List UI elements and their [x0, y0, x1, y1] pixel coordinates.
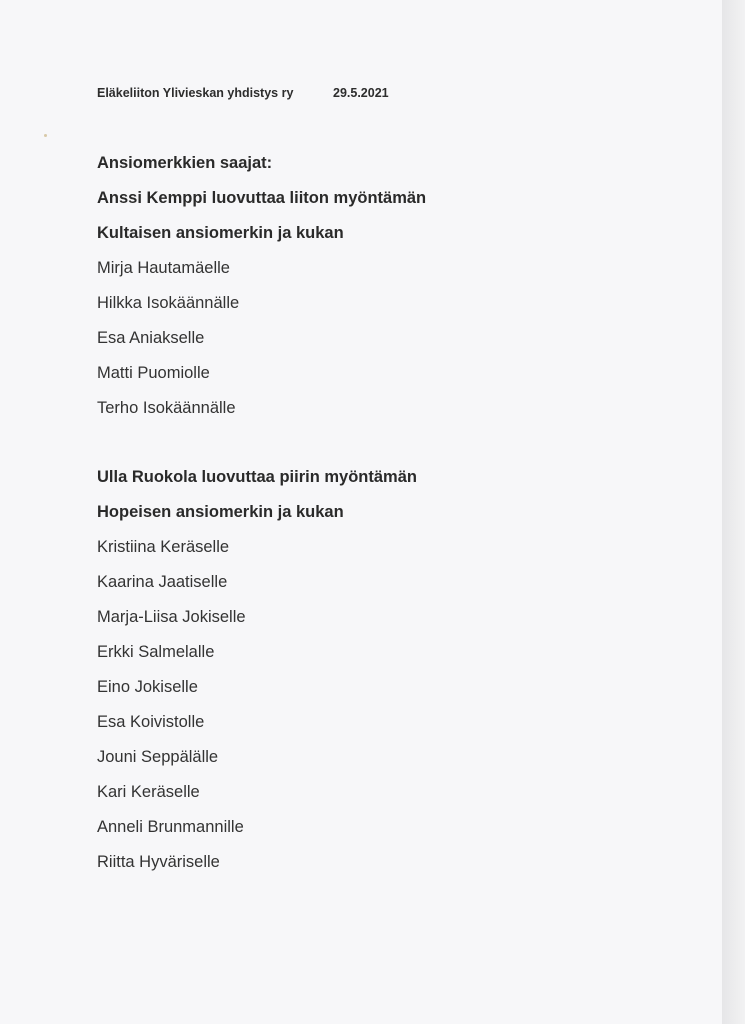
section-1-presenter-line: Anssi Kemppi luovuttaa liiton myöntämän [97, 189, 427, 207]
recipient-name: Esa Aniakselle [97, 329, 205, 347]
recipient-name: Kari Keräselle [97, 783, 200, 801]
section-1-award-line: Kultaisen ansiomerkin ja kukan [97, 224, 344, 242]
recipient-name: Kristiina Keräselle [97, 538, 230, 556]
paper-speck [44, 134, 47, 137]
recipient-name: Hilkka Isokäännälle [97, 294, 240, 312]
recipient-name: Marja-Liisa Jokiselle [97, 608, 246, 626]
section-2-award-line: Hopeisen ansiomerkin ja kukan [97, 503, 344, 521]
recipient-name: Matti Puomiolle [97, 364, 210, 382]
scan-edge [722, 0, 745, 1024]
recipient-name: Anneli Brunmannille [97, 818, 244, 836]
recipient-name: Eino Jokiselle [97, 678, 198, 696]
recipient-name: Terho Isokäännälle [97, 399, 236, 417]
section-2-presenter-line: Ulla Ruokola luovuttaa piirin myöntämän [97, 468, 417, 486]
document-date: 29.5.2021 [333, 86, 389, 100]
recipient-name: Kaarina Jaatiselle [97, 573, 228, 591]
recipient-name: Jouni Seppälälle [97, 748, 219, 766]
organization-name: Eläkeliiton Ylivieskan yhdistys ry [97, 86, 294, 100]
recipient-name: Riitta Hyväriselle [97, 853, 220, 871]
recipient-name: Erkki Salmelalle [97, 643, 215, 661]
recipient-name: Esa Koivistolle [97, 713, 205, 731]
document-header [97, 86, 389, 100]
recipient-name: Mirja Hautamäelle [97, 259, 230, 277]
document-title: Ansiomerkkien saajat: [97, 154, 273, 172]
